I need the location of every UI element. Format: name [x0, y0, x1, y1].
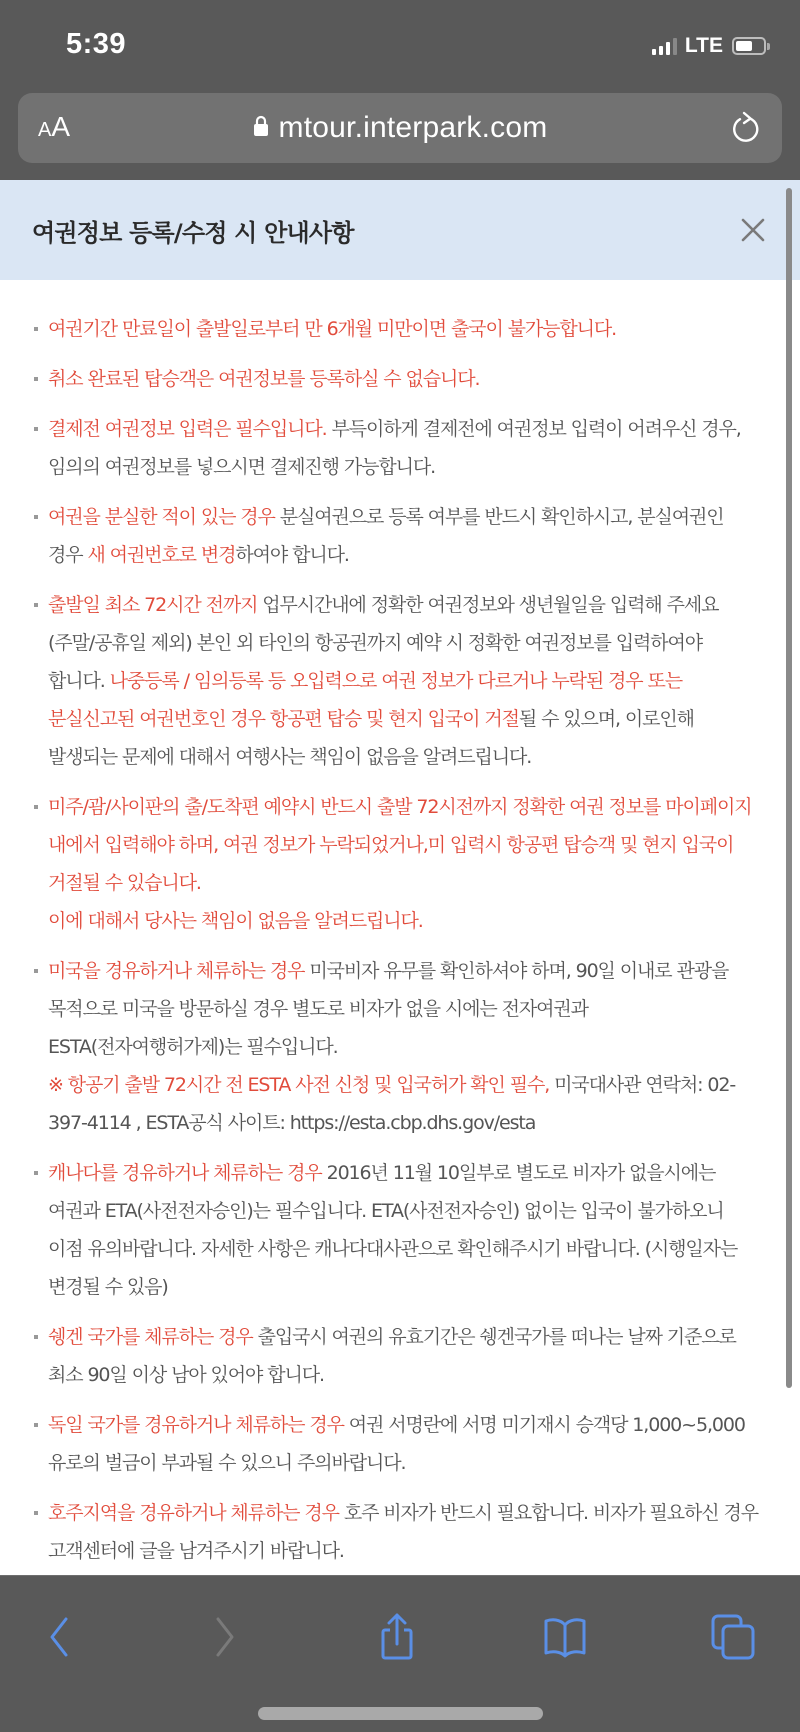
notice-text: 2016년 11월 10일부로 별도로 비자가 없을시에는 여권과 ETA(사전전자승인)는 필수입니다. ETA(사전전자승인) 없이는 입국이 불가하오니 이점 유의바랍니다. 자세한 사항은 캐나다대사관으로 확인해주시기 바랍니다. (시행일자는 변경될 수 있음): [48, 1162, 738, 1298]
book-icon: [542, 1615, 588, 1659]
notice-text: 호주 비자가 반드시 필요합니다. 비자가 필요하신 경우 고객센터에 글을 남겨주시기 바랍니다.: [48, 1502, 758, 1562]
status-time: 5:39: [66, 28, 127, 60]
notice-text: 여권 서명란에 서명 미기재시 승객당 1,000~5,000 유로의 벌금이 부과될 수 있으니 주의바랍니다.: [48, 1414, 745, 1474]
notice-emphasis: 독일 국가를 경유하거나 체류하는 경우: [48, 1414, 344, 1436]
text-size-button[interactable]: A A: [38, 111, 71, 142]
notice-emphasis: 출발일 최소 72시간 전까지: [48, 594, 258, 616]
share-icon: [377, 1612, 417, 1662]
chevron-right-icon: [210, 1615, 240, 1659]
notice-text: 출입국시 여권의 유효기간은 쉥겐국가를 떠나는 날짜 기준으로 최소 90일 이상 남아 있어야 합니다.: [48, 1326, 736, 1386]
notice-text: 부득이하게 결제전에 여권정보 입력이 어려우신 경우, 임의의 여권정보를 넣으시면 결제진행 가능합니다.: [48, 418, 741, 478]
status-bar: [0, 0, 800, 90]
modal-title: 여권정보 등록/수정 시 안내사항: [32, 218, 354, 247]
modal-body: [0, 280, 800, 1570]
notice-emphasis: 새 여권번호로 변경: [87, 544, 236, 566]
network-type: LTE: [684, 34, 723, 57]
notice-emphasis: 여권기간 만료일이 출발일로부터 만 6개월 미만이면 출국이 불가능합니다.: [48, 318, 617, 340]
close-button[interactable]: [740, 217, 766, 243]
bullet-icon: [34, 1423, 38, 1427]
bullet-icon: [34, 327, 38, 331]
status-indicators: [652, 34, 766, 58]
notice-item: [34, 360, 760, 398]
notice-item: [34, 1318, 760, 1394]
forward-button[interactable]: [200, 1612, 250, 1662]
notice-emphasis: 결제전 여권정보 입력은 필수입니다.: [48, 418, 327, 440]
back-button[interactable]: [34, 1612, 84, 1662]
notice-emphasis: 미주/괌/사이판의 출/도착편 예약시 반드시 출발 72시전까지 정확한 여권 정보를 마이페이지 내에서 입력해야 하며, 여권 정보가 누락되었거나,미 입력시 항공편 탑승객 및 현지 입국이 거절될 수 있습니다.: [48, 796, 752, 894]
notice-item: [34, 1406, 760, 1482]
notice-item: [34, 586, 760, 776]
url-text: mtour.interpark.com: [278, 111, 548, 144]
notice-emphasis: 여권을 분실한 적이 있는 경우: [48, 506, 275, 528]
notice-emphasis: 호주지역을 경유하거나 체류하는 경우: [48, 1502, 339, 1524]
bookmarks-button[interactable]: [540, 1612, 590, 1662]
notice-item: [34, 498, 760, 574]
close-icon: [740, 217, 766, 243]
reload-icon: [730, 111, 762, 145]
notice-text: 될 수 있으며, 이로인해 발생되는 문제에 대해서 여행사는 책임이 없음을 알려드립니다.: [48, 708, 694, 768]
notice-text: 미국비자 유무를 확인하셔야 하며, 90일 이내로 관광을 목적으로 미국을 방문하실 경우 별도로 비자가 없을 시에는 전자여권과 ESTA(전자여행허가제)는 필수입니다.: [48, 960, 729, 1058]
bullet-icon: [34, 805, 38, 809]
notice-emphasis: 나중등록 / 임의등록 등 오입력으로 여권 정보가 다르거나 누락된 경우 또는 분실신고된 여권번호인 경우 항공편 탑승 및 현지 입국이 거절: [48, 670, 682, 730]
bullet-icon: [34, 1335, 38, 1339]
notice-emphasis: 캐나다를 경유하거나 체류하는 경우: [48, 1162, 322, 1184]
modal-header: [0, 180, 800, 280]
notice-item: [34, 1494, 760, 1570]
reload-button[interactable]: [728, 109, 764, 147]
notice-text: 분실여권으로 등록 여부를 반드시 확인하시고, 분실여권인 경우: [48, 506, 724, 566]
lock-icon: [253, 115, 269, 137]
notice-item: [34, 1154, 760, 1306]
chevron-left-icon: [44, 1615, 74, 1659]
notice-text: 하여야 합니다.: [235, 544, 349, 566]
notice-item: [34, 310, 760, 348]
bullet-icon: [34, 377, 38, 381]
notice-item: [34, 788, 760, 940]
battery-icon: [732, 37, 766, 55]
bullet-icon: [34, 1171, 38, 1175]
notice-emphasis: ※ 항공기 출발 72시간 전 ESTA 사전 신청 및 입국허가 확인 필수,: [48, 1074, 550, 1096]
signal-icon: [652, 37, 677, 55]
bullet-icon: [34, 515, 38, 519]
tabs-button[interactable]: [708, 1612, 758, 1662]
notice-emphasis: 취소 완료된 탑승객은 여권정보를 등록하실 수 없습니다.: [48, 368, 480, 390]
bullet-icon: [34, 969, 38, 973]
bullet-icon: [34, 603, 38, 607]
address-bar[interactable]: [18, 93, 782, 163]
notice-emphasis: 쉥겐 국가를 체류하는 경우: [48, 1326, 253, 1348]
notice-text: 미국대사관 연락처: 02-397-4114 , ESTA공식 사이트: https://esta.cbp.dhs.gov/esta: [48, 1074, 736, 1134]
notice-emphasis: 미국을 경유하거나 체류하는 경우: [48, 960, 305, 982]
notice-list: [34, 310, 760, 1570]
share-button[interactable]: [372, 1612, 422, 1662]
notice-text: 업무시간내에 정확한 여권정보와 생년월일을 입력해 주세요(주말/공휴일 제외) 본인 외 타인의 항공권까지 예약 시 정확한 여권정보를 입력하여야 합니다.: [48, 594, 719, 692]
url-display: [18, 93, 782, 163]
notice-emphasis: 이에 대해서 당사는 책임이 없음을 알려드립니다.: [48, 910, 423, 932]
notice-item: [34, 410, 760, 486]
home-indicator[interactable]: [258, 1707, 543, 1720]
scrollbar[interactable]: [786, 188, 792, 1388]
notice-item: [34, 952, 760, 1142]
tabs-icon: [710, 1613, 756, 1661]
bullet-icon: [34, 1511, 38, 1515]
passport-notice-modal: [0, 180, 800, 1575]
bullet-icon: [34, 427, 38, 431]
